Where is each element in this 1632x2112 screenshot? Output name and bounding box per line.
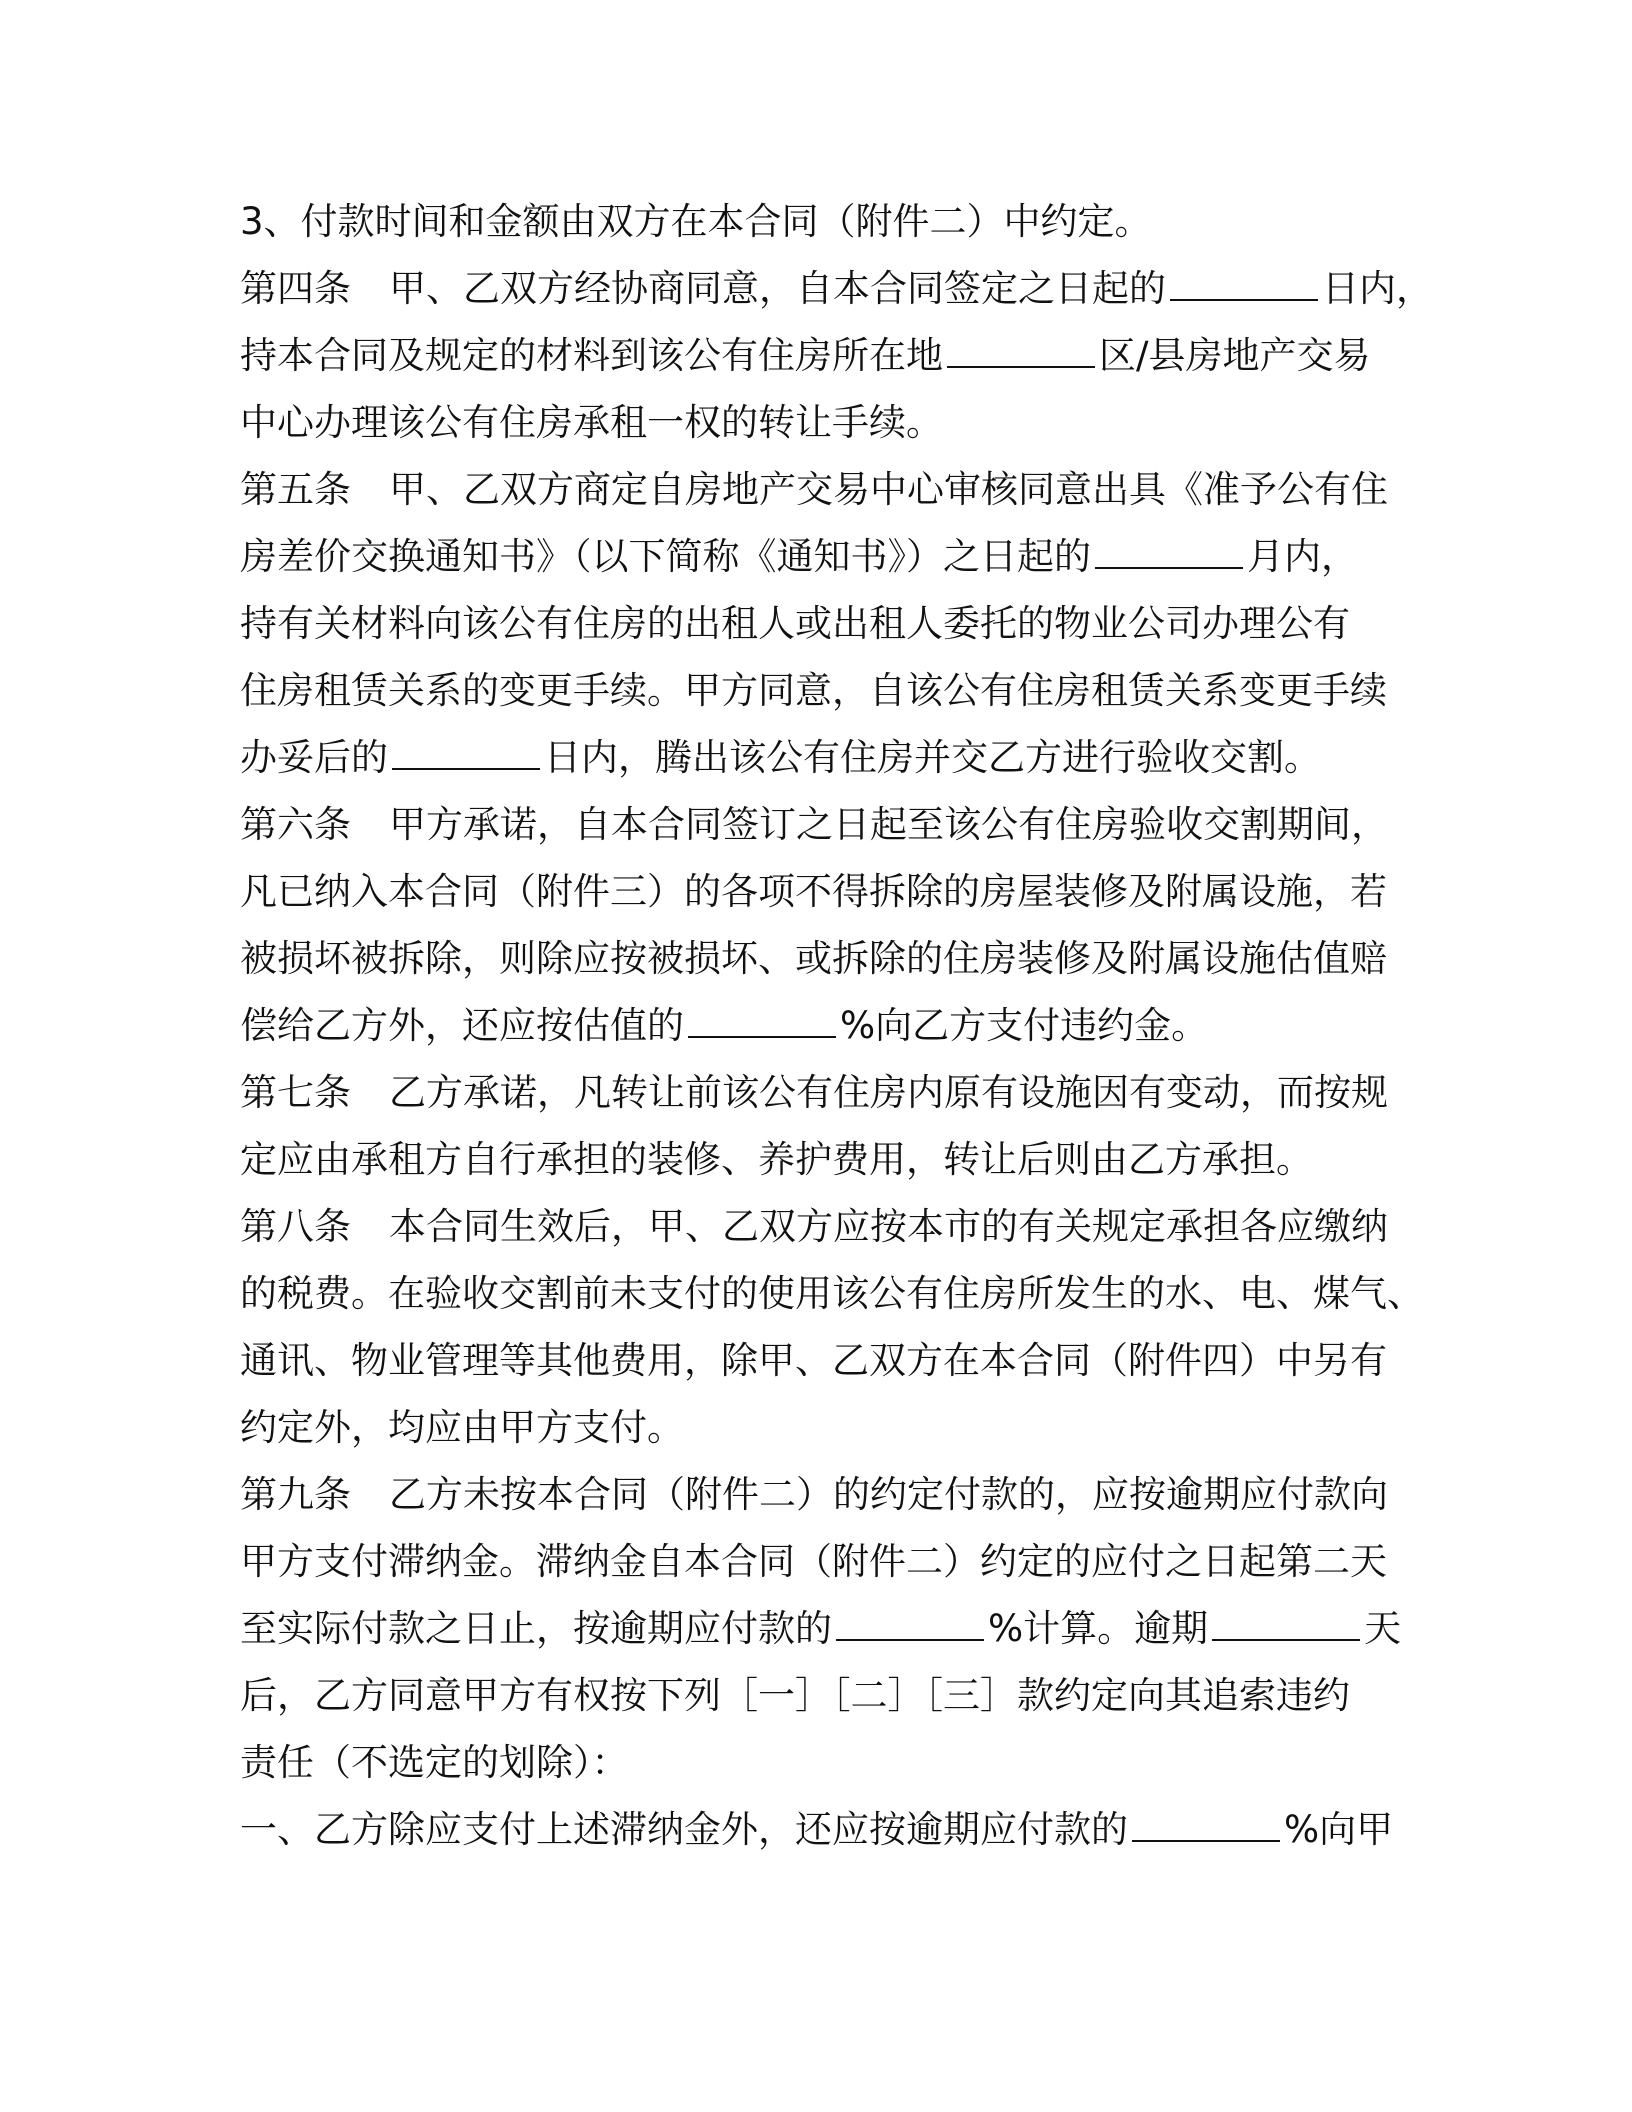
text-segment: 乙方承诺，凡转让前该公有住房内原有设施因有变动，而按规 — [389, 1071, 1388, 1114]
fill-in-blank[interactable] — [947, 330, 1095, 368]
text-segment: 中心办理该公有住房承租一权的转让手续。 — [240, 401, 943, 444]
text-line — [240, 1729, 1390, 1796]
text-segment: 凡已纳入本合同（附件三）的各项不得拆除的房屋装修及附属设施，若 — [240, 870, 1387, 913]
text-segment: 房差价交换通知书》（以下简称《通知书》）之日起的 — [240, 535, 1091, 578]
text-segment: 责任（不选定的划除）： — [240, 1741, 629, 1784]
text-line — [240, 724, 1390, 791]
text-segment: %向乙方支付违约金。 — [840, 1004, 1209, 1047]
text-line — [240, 389, 1390, 456]
text-line — [240, 322, 1390, 389]
text-segment: 甲、乙双方商定自房地产交易中心审核同意出具《准予公有住 — [389, 468, 1388, 511]
text-segment: 住房租赁关系的变更手续。甲方同意，自该公有住房租赁关系变更手续 — [240, 669, 1387, 712]
text-segment: 约定外，均应由甲方支付。 — [240, 1406, 684, 1449]
text-segment: 甲、乙双方经协商同意，自本合同签定之日起的 — [389, 267, 1166, 310]
text-line — [240, 925, 1390, 992]
text-line — [240, 590, 1390, 657]
article-label: 第四条 — [240, 267, 351, 310]
article-9-heading-line — [240, 1461, 1390, 1528]
fill-in-blank[interactable] — [1170, 263, 1318, 301]
text-line — [240, 1528, 1390, 1595]
text-segment: 持有关材料向该公有住房的出租人或出租人委托的物业公司办理公有 — [240, 602, 1350, 645]
text-segment: 乙方未按本合同（附件二）的约定付款的，应按逾期应付款向 — [389, 1473, 1388, 1516]
text-line — [240, 1126, 1390, 1193]
text-segment: 甲方承诺，自本合同签订之日起至该公有住房验收交割期间， — [389, 803, 1388, 846]
text-line — [240, 1595, 1402, 1662]
article-label: 第八条 — [240, 1205, 351, 1248]
text-line — [240, 992, 1390, 1059]
text-segment: 一、乙方除应支付上述滞纳金外，还应按逾期应付款的 — [240, 1808, 1128, 1851]
article-label: 第六条 — [240, 803, 351, 846]
article-4-heading-line — [240, 255, 1433, 322]
text-line — [240, 1327, 1390, 1394]
fill-in-blank[interactable] — [1212, 1603, 1360, 1641]
text-segment: %向甲 — [1284, 1808, 1394, 1851]
text-segment: %计算。逾期 — [988, 1607, 1209, 1650]
text-line — [240, 1662, 1390, 1729]
fill-in-blank[interactable] — [836, 1603, 984, 1641]
text-segment: 日内，腾出该公有住房并交乙方进行验收交割。 — [544, 736, 1321, 779]
text-segment: 的税费。在验收交割前未支付的使用该公有住房所发生的水、电、煤气、 — [240, 1272, 1424, 1315]
text-segment: 月内， — [1247, 535, 1358, 578]
text-segment: 区/县房地产交易 — [1099, 334, 1371, 377]
text-segment: 偿给乙方外，还应按估值的 — [240, 1004, 684, 1047]
text-line — [240, 1394, 1390, 1461]
article-label: 第七条 — [240, 1071, 351, 1114]
text-segment: 通讯、物业管理等其他费用，除甲、乙双方在本合同（附件四）中另有 — [240, 1339, 1387, 1382]
text-segment: 甲方支付滞纳金。滞纳金自本合同（附件二）约定的应付之日起第二天 — [240, 1540, 1387, 1583]
text-segment: 后，乙方同意甲方有权按下列［一］［二］［三］款约定向其追索违约 — [240, 1674, 1350, 1717]
text-segment: 本合同生效后，甲、乙双方应按本市的有关规定承担各应缴纳 — [389, 1205, 1388, 1248]
text-line — [240, 657, 1390, 724]
article-5-heading-line — [240, 456, 1390, 523]
text-line — [240, 188, 1390, 255]
text-line — [240, 1796, 1394, 1863]
article-label: 第九条 — [240, 1473, 351, 1516]
fill-in-blank[interactable] — [1132, 1804, 1280, 1842]
fill-in-blank[interactable] — [392, 732, 540, 770]
fill-in-blank[interactable] — [688, 1000, 836, 1038]
text-segment: 天 — [1364, 1607, 1402, 1650]
text-segment: 日内， — [1322, 267, 1433, 310]
fill-in-blank[interactable] — [1095, 531, 1243, 569]
article-label: 第五条 — [240, 468, 351, 511]
contract-text — [240, 188, 1433, 1863]
text-segment: 3、付款时间和金额由双方在本合同（附件二）中约定。 — [240, 200, 1152, 243]
text-segment: 持本合同及规定的材料到该公有住房所在地 — [240, 334, 943, 377]
text-segment: 办妥后的 — [240, 736, 388, 779]
article-7-heading-line — [240, 1059, 1390, 1126]
article-6-heading-line — [240, 791, 1390, 858]
text-segment: 定应由承租方自行承担的装修、养护费用，转让后则由乙方承担。 — [240, 1138, 1313, 1181]
article-8-heading-line — [240, 1193, 1390, 1260]
text-segment: 被损坏被拆除，则除应按被损坏、或拆除的住房装修及附属设施估值赔 — [240, 937, 1387, 980]
text-line — [240, 1260, 1424, 1327]
text-line — [240, 523, 1390, 590]
text-segment: 至实际付款之日止，按逾期应付款的 — [240, 1607, 832, 1650]
text-line — [240, 858, 1390, 925]
